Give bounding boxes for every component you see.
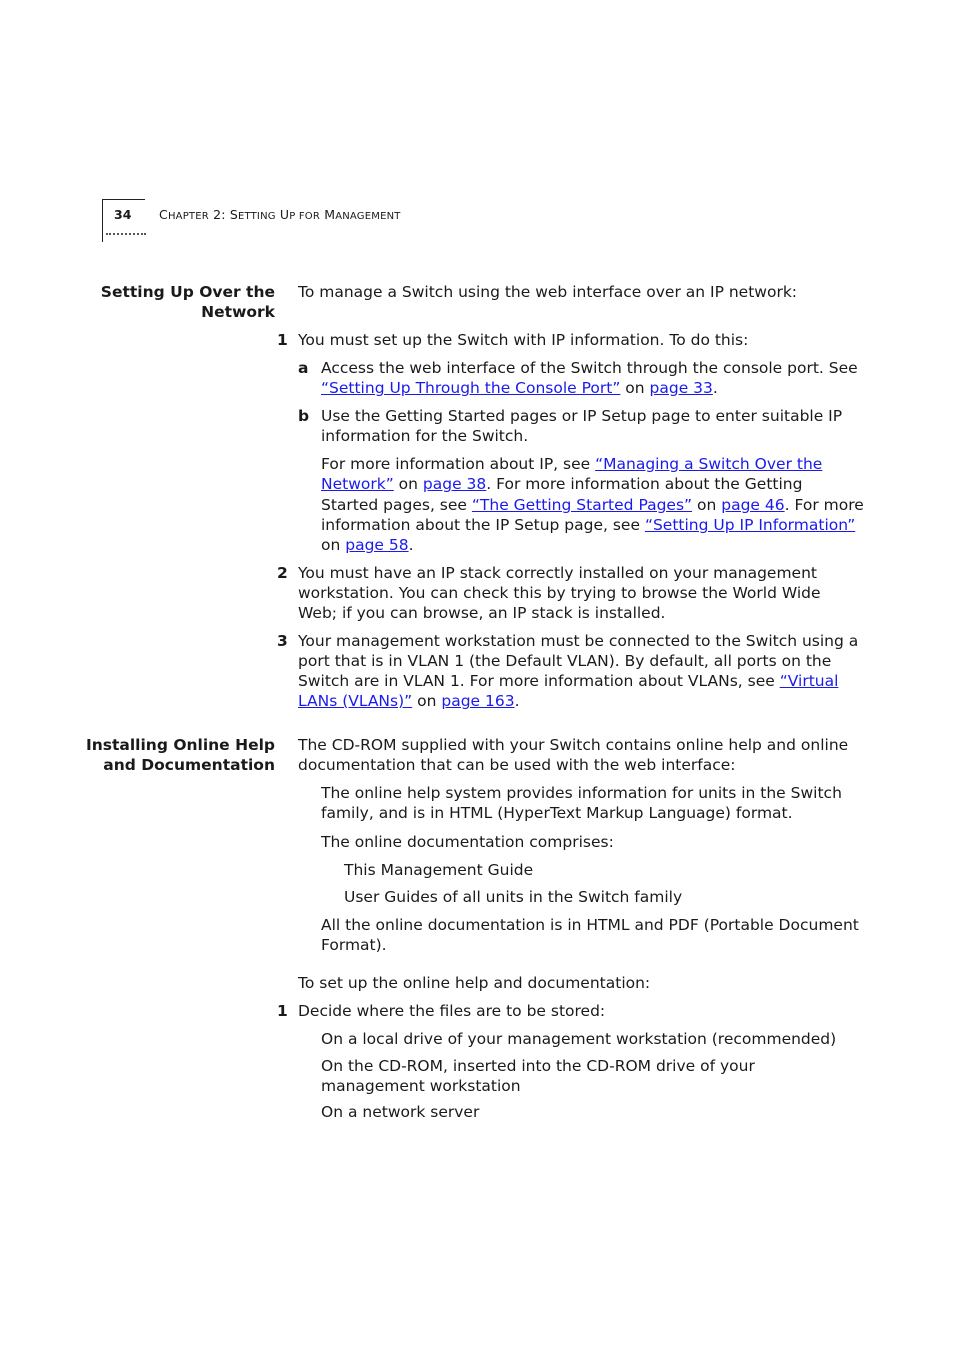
list-item-cont: management workstation (321, 1077, 521, 1095)
online-help-line2: family, and is in HTML (HyperText Markup Language) format. (321, 804, 793, 822)
step-text: You must set up the Switch with IP information. To do this: (298, 331, 749, 349)
section2-intro-line1: The CD-ROM supplied with your Switch contains online help and online (298, 736, 849, 754)
substep-b-line2: information for the Switch. (321, 427, 529, 445)
step-number: 1 (277, 331, 288, 349)
step-text: Decide where the files are to be stored: (298, 1002, 606, 1020)
link-page-38[interactable]: page 38 (422, 475, 487, 493)
format-line2: Format). (321, 936, 387, 954)
link-page-163[interactable]: page 163 (441, 692, 515, 710)
link-getting-started[interactable]: “The Getting Started Pages” (471, 496, 693, 514)
list-item: On a local drive of your management workstation (recommended) (321, 1030, 837, 1048)
substep-a-line1: Access the web interface of the Switch through the console port. See (321, 359, 858, 377)
format-line1: All the online documentation is in HTML and PDF (Portable Document (321, 916, 859, 934)
setup-intro: To set up the online help and documentation: (298, 974, 651, 992)
list-item: User Guides of all units in the Switch family (344, 888, 683, 906)
step3-line4: LANs (VLANs)” on page 163. (298, 692, 520, 710)
step3-line1: Your management workstation must be connected to the Switch using a (298, 632, 859, 650)
substep-label-a: a (298, 359, 309, 377)
step2-line3: Web; if you can browse, an IP stack is installed. (298, 604, 666, 622)
link-virtual-lans[interactable]: “Virtual (779, 672, 839, 690)
link-ip-information[interactable]: “Setting Up IP Information” (644, 516, 856, 534)
more-info-line1: For more information about IP, see “Managing a Switch Over the (321, 455, 823, 473)
chapter-title: CHAPTER 2: SETTING UP FOR MANAGEMENT (159, 207, 401, 222)
docs-intro: The online documentation comprises: (321, 833, 614, 851)
link-managing-switch-cont[interactable]: Network” (321, 475, 394, 493)
more-info-line4: information about the IP Setup page, see “Setting Up IP Information” (321, 516, 856, 534)
link-managing-switch[interactable]: “Managing a Switch Over the (595, 455, 823, 473)
more-info-line2: Network” on page 38. For more information about the Getting (321, 475, 803, 493)
link-virtual-lans-cont[interactable]: LANs (VLANs)” (298, 692, 413, 710)
online-help-line1: The online help system provides information for units in the Switch (321, 784, 842, 802)
step2-line1: You must have an IP stack correctly installed on your management (298, 564, 817, 582)
link-page-46[interactable]: page 46 (721, 496, 785, 514)
section-heading-installing-online-help: Installing Online Help and Documentation (85, 736, 275, 774)
list-item: On the CD-ROM, inserted into the CD-ROM drive of your (321, 1057, 755, 1075)
list-item: On a network server (321, 1103, 480, 1121)
step-number: 2 (277, 564, 288, 582)
substep-label-b: b (298, 407, 310, 425)
step3-line2: port that is in VLAN 1 (the Default VLAN). By default, all ports on the (298, 652, 832, 670)
section2-intro-line2: documentation that can be used with the web interface: (298, 756, 736, 774)
step2-line2: workstation. You can check this by trying to browse the World Wide (298, 584, 821, 602)
header-dotted-rule (106, 233, 146, 235)
link-page-58[interactable]: page 58 (345, 536, 409, 554)
page-number: 34 (114, 207, 132, 222)
list-item: This Management Guide (344, 861, 534, 879)
section1-intro: To manage a Switch using the web interface over an IP network: (298, 283, 798, 301)
more-info-line3: Started pages, see “The Getting Started Pages” on page 46. For more (321, 496, 864, 514)
step3-line3: Switch are in VLAN 1. For more information about VLANs, see “Virtual (298, 672, 839, 690)
step-number: 3 (277, 632, 288, 650)
section-heading-setting-up-over-network: Setting Up Over the Network (100, 283, 275, 321)
header-corner-rule (102, 199, 103, 242)
more-info-line5: on page 58. (321, 536, 414, 554)
link-console-port[interactable]: “Setting Up Through the Console Port” (321, 379, 621, 397)
substep-b-line1: Use the Getting Started pages or IP Setup page to enter suitable IP (321, 407, 843, 425)
substep-a-line2: “Setting Up Through the Console Port” on page 33. (321, 379, 718, 397)
step-number: 1 (277, 1002, 288, 1020)
header-rule (102, 199, 145, 200)
link-page-33[interactable]: page 33 (649, 379, 713, 397)
